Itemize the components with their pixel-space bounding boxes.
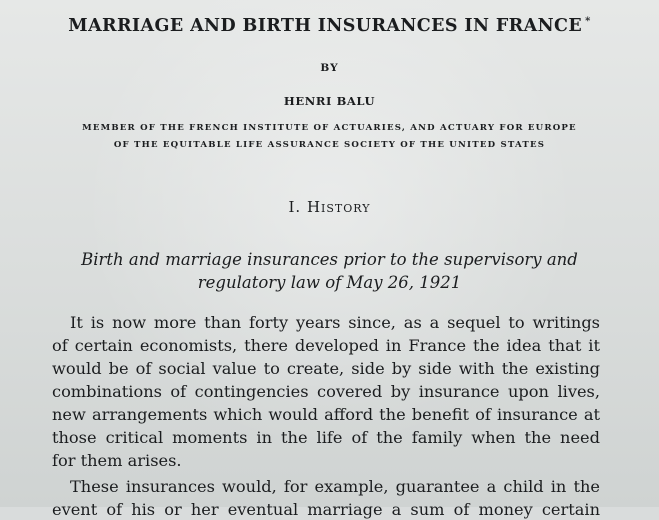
section-number: I. xyxy=(288,198,302,216)
body-text-line: of certain economists, there developed in France the idea that it xyxy=(52,336,600,355)
body-text-line: It is now more than forty years since, as a sequel to writings xyxy=(70,313,600,332)
body-text-line: those critical moments in the life of the family when the need xyxy=(52,428,600,447)
subheading-line-2: regulatory law of May 26, 1921 xyxy=(197,273,462,292)
body-text-line: These insurances would, for example, guarantee a child in the xyxy=(70,477,600,496)
body-text-line: combinations of contingencies covered by insurance upon lives, xyxy=(52,382,600,401)
article-title-text: MARRIAGE AND BIRTH INSURANCES IN FRANCE xyxy=(68,16,583,36)
body-text-line: new arrangements which would afford the benefit of insurance at xyxy=(52,405,600,424)
subheading-line-1: Birth and marriage insurances prior to the supervisory and xyxy=(81,250,578,269)
author-affiliation-line-2: OF THE EQUITABLE LIFE ASSURANCE SOCIETY OF THE UNITED STATES xyxy=(113,140,546,150)
section-heading xyxy=(0,198,659,216)
body-text-line: would be of social value to create, side by side with the existing xyxy=(52,359,600,378)
footnote-mark: * xyxy=(585,16,591,28)
author-name: HENRI BALU xyxy=(283,94,376,108)
article-title xyxy=(0,16,659,36)
section-title: History xyxy=(306,198,371,216)
author-affiliation-line-1: MEMBER OF THE FRENCH INSTITUTE OF ACTUARIES, AND ACTUARY FOR EUROPE xyxy=(82,123,577,133)
body-text-line: for them arises. xyxy=(52,451,182,470)
byline-label: BY xyxy=(320,62,339,74)
body-text-line: event of his or her eventual marriage a sum of money certain xyxy=(52,500,600,519)
